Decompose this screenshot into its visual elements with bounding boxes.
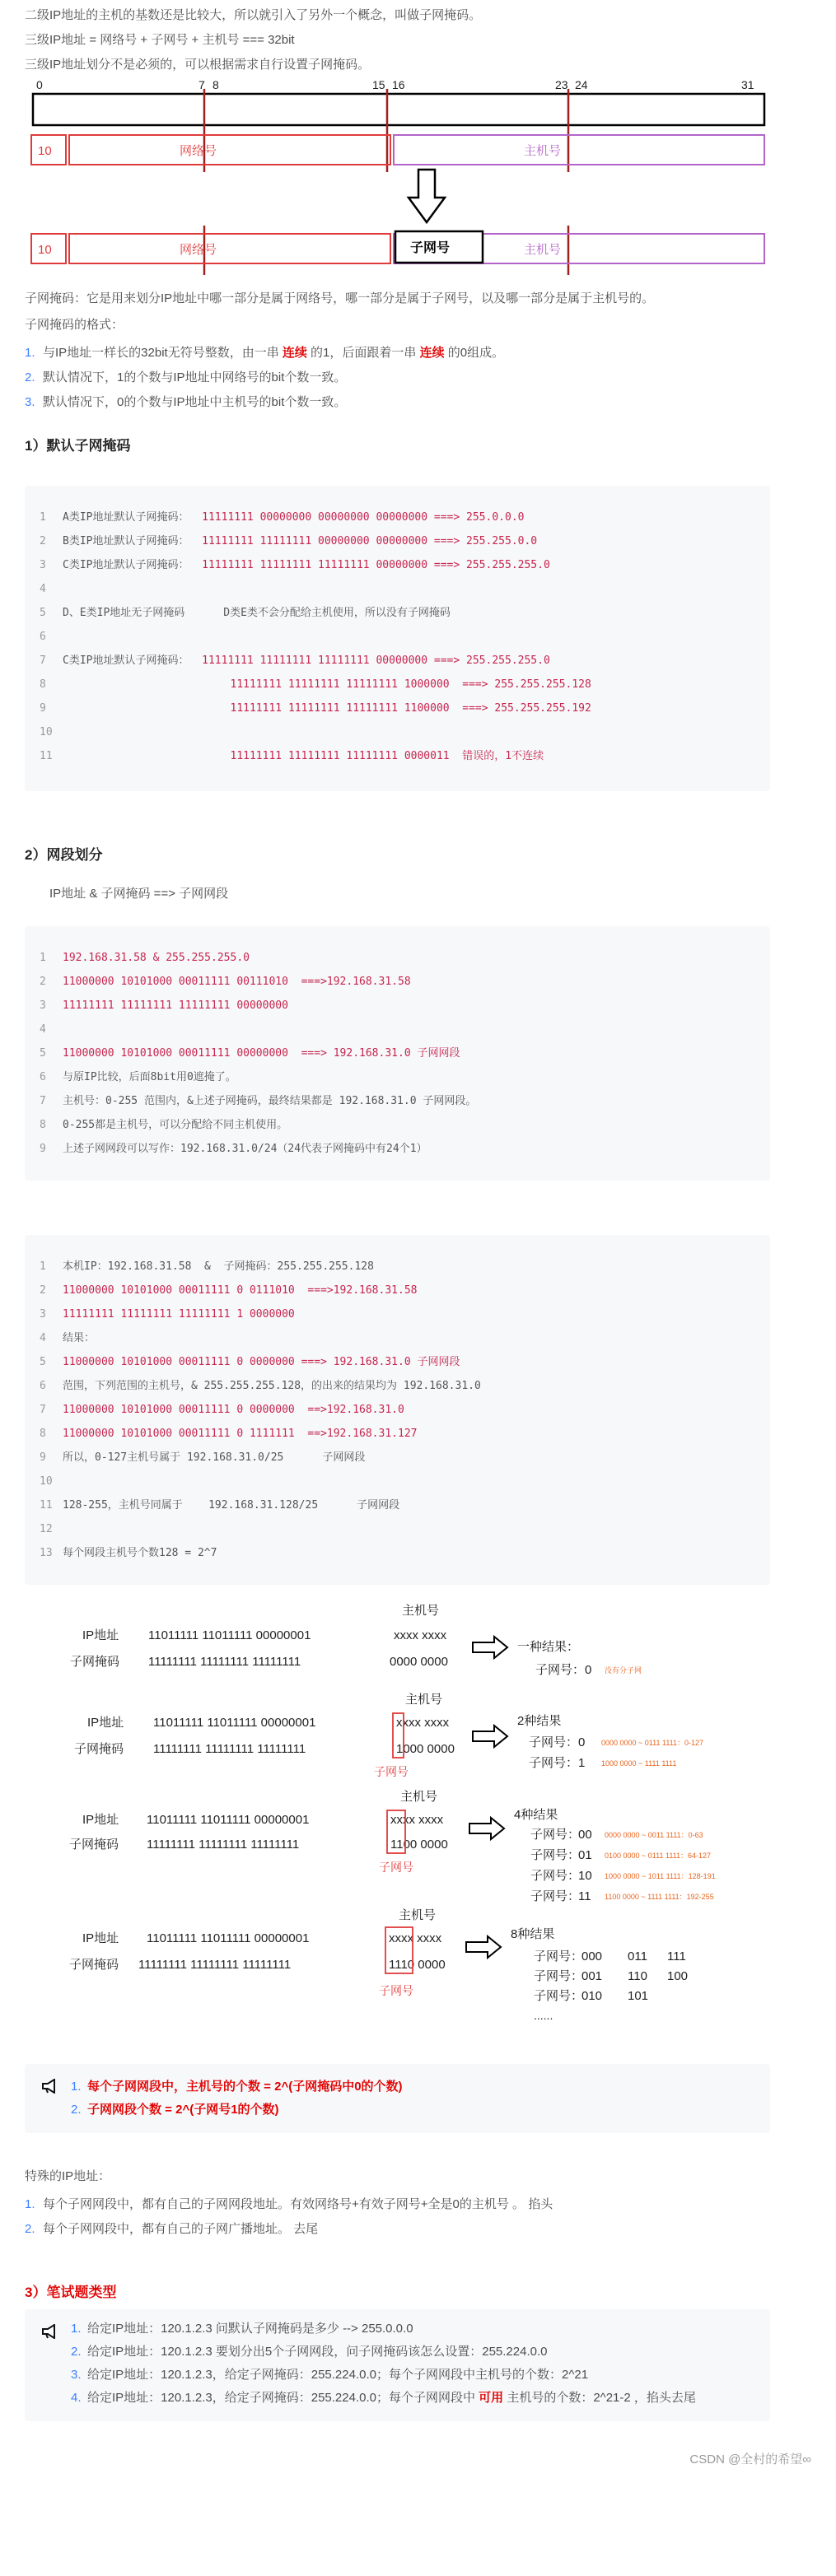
svg-text:11: 11	[578, 1889, 591, 1903]
special-ip-list	[25, 2192, 811, 2242]
svg-text:xxxx xxxx: xxxx xxxx	[390, 1813, 444, 1827]
mask-intro-p2: 子网掩码的格式：	[25, 318, 124, 332]
right-arrow-icon	[473, 1637, 507, 1658]
svg-text:子网号：: 子网号：	[534, 1949, 584, 1963]
tick-0: 0	[36, 78, 43, 91]
tick-8: 8	[213, 78, 219, 91]
figure-block-2	[74, 1693, 703, 1778]
svg-text:11111111 11111111 11111111: 11111111 11111111 11111111	[147, 1838, 300, 1852]
svg-text:0000 0000 ~ 0111 1111：0-127: 0000 0000 ~ 0111 1111：0-127	[601, 1739, 704, 1747]
bit-layout-diagram	[25, 77, 811, 283]
svg-text:主机号: 主机号	[402, 1604, 440, 1618]
svg-text:xxxx xxxx: xxxx xxxx	[396, 1716, 450, 1730]
svg-text:IP地址: IP地址	[82, 1628, 119, 1642]
code-block-subnet-24: 1 192.168.31.58 & 255.255.255.0 2 11000000 10101000 00011111 00111010 ===>192.168.31.58 3 11111111 11111111 11111111 00000000 4 5 11000000 10101000 00011111 00000000 ===> 192.168.31.0 子网网段 6 与原IP比较，后面8bit用0遮掩了。 7 主机号：0-255 范围内，&上述子网掩码，最终结果都是 192.168.31.0 子网网段。 8 0-255都是主机号，可以分配给不同主机使用。 9 上述子网网段可以写作：192.168.31.0/24（24代表子网掩码中有24个1）	[25, 926, 770, 1181]
section2-title: 2）网段划分	[25, 847, 103, 863]
row1-net-text: 网络号	[180, 144, 217, 158]
svg-text:1000 0000: 1000 0000	[396, 1742, 455, 1756]
mask-intro-p1: 子网掩码：它是用来划分IP地址中哪一部分是属于网络号，哪一部分是属于子网号，以及哪一部分是属于主机号的。	[25, 291, 655, 305]
svg-text:11011111 11011111 00000001: 11011111 11011111 00000001	[148, 1628, 311, 1642]
svg-text:子网掩码: 子网掩码	[69, 1958, 119, 1972]
list-item: 2. 给定IP地址：120.1.2.3 要划分出5个子网网段，问子网掩码该怎么设置：255.224.0.0	[71, 2345, 548, 2359]
svg-text:0: 0	[578, 1735, 586, 1749]
svg-text:0: 0	[585, 1663, 592, 1677]
tick-31: 31	[741, 78, 754, 91]
svg-text:001: 001	[581, 1969, 603, 1983]
svg-text:主机号: 主机号	[399, 1908, 437, 1922]
tick-7: 7	[198, 78, 205, 91]
intro-p2: 三级IP地址 = 网络号 + 子网号 + 主机号 === 32bit	[25, 33, 295, 47]
intro-p3: 三级IP地址划分不是必须的，可以根据需求自行设置子网掩码。	[25, 58, 371, 72]
svg-text:11111111 11111111 11111111: 11111111 11111111 11111111	[138, 1958, 292, 1972]
row2-host-text: 主机号	[524, 243, 562, 257]
svg-text:IP地址: IP地址	[82, 1813, 119, 1827]
row1-net-box	[69, 135, 390, 165]
megaphone-icon	[41, 2324, 59, 2343]
list-item: 3. 给定IP地址：120.1.2.3，给定子网掩码：255.224.0.0；每个子网网段中主机号的个数：2^21	[71, 2368, 589, 2382]
svg-text:0100 0000 ~ 0111 1111：64-127: 0100 0000 ~ 0111 1111：64-127	[605, 1852, 712, 1860]
svg-text:01: 01	[578, 1848, 592, 1862]
svg-text:子网号：: 子网号：	[534, 1989, 584, 2003]
svg-text:100: 100	[667, 1969, 689, 1983]
svg-text:8种结果: 8种结果	[511, 1927, 555, 1941]
tick-23: 23	[555, 78, 568, 91]
svg-text:110: 110	[628, 1969, 647, 1983]
intro-p1: 二级IP地址的主机的基数还是比较大，所以就引入了另外一个概念，叫做子网掩码。	[25, 8, 482, 22]
svg-text:xxxx xxxx: xxxx xxxx	[389, 1931, 442, 1945]
svg-text:主机号: 主机号	[405, 1693, 443, 1707]
figure-block-4	[69, 1908, 688, 2022]
svg-text:子网号: 子网号	[379, 1861, 413, 1874]
svg-text:4种结果: 4种结果	[514, 1808, 558, 1822]
bit-ticks	[36, 78, 754, 91]
svg-text:主机号: 主机号	[400, 1790, 438, 1804]
svg-text:11111111 11111111 11111111: 11111111 11111111 11111111	[148, 1655, 301, 1669]
down-arrow-icon	[409, 170, 445, 222]
section1-title: 1）默认子网掩码	[25, 438, 131, 454]
right-arrow-icon	[469, 1818, 504, 1839]
row1-class-text: 10	[38, 144, 52, 158]
svg-text:0000 0000: 0000 0000	[390, 1655, 448, 1669]
svg-text:xxxx xxxx: xxxx xxxx	[394, 1628, 447, 1642]
tick-16: 16	[392, 78, 405, 91]
svg-text:子网号：: 子网号：	[530, 1848, 581, 1862]
svg-text:1100 0000: 1100 0000	[390, 1838, 448, 1852]
section3-title: 3）笔试题类型	[25, 2285, 117, 2300]
svg-text:子网掩码: 子网掩码	[70, 1655, 120, 1669]
tick-15: 15	[372, 78, 385, 91]
list-item: 4. 给定IP地址：120.1.2.3，给定子网掩码：255.224.0.0；每个子网网段中 可用 主机号的个数：2^21-2 ，掐头去尾	[71, 2391, 696, 2405]
tip-list	[41, 2075, 754, 2122]
right-arrow-icon	[473, 1726, 507, 1747]
svg-text:000: 000	[581, 1949, 603, 1963]
svg-text:1: 1	[578, 1756, 586, 1770]
csdn-watermark: CSDN @全村的希望∞	[689, 2453, 811, 2467]
svg-text:010: 010	[581, 1989, 603, 2003]
svg-text:子网掩码: 子网掩码	[69, 1838, 119, 1852]
list-item: 2. 每个子网网段中，都有自己的子网广播地址。 去尾	[25, 2222, 319, 2236]
exam-list	[41, 2317, 754, 2410]
svg-text:一种结果：: 一种结果：	[517, 1640, 580, 1654]
svg-text:子网号：: 子网号：	[534, 1969, 584, 1983]
row2-class-text: 10	[38, 243, 52, 257]
code-block-subnet-25: 1 本机IP：192.168.31.58 & 子网掩码：255.255.255.128 2 11000000 10101000 00011111 0 0111010 ===>192.168.31.58 3 11111111 11111111 11111111 1 0000000 4 结果： 5 11000000 10101000 00011111 0 0000000 ===> 192.168.31.0 子网网段 6 范围，下列范围的主机号，& 255.255.255.128，的出来的结果均为 192.168.31.0 7 11000000 10101000 00011111 0 0000000 ==>192.168.31.0 8 11000000 10101000 00011111 0 1111111 ==>192.168.31.127 9 所以，0-127主机号属于 192.168.31.0/25 子网网段 10 11 128-255，主机号同属于 192.168.31.128/25 子网网段 12 13 每个网段主机号个数128 = 2^7	[25, 1235, 770, 1585]
tip-box-exam	[25, 2309, 770, 2421]
svg-text:111: 111	[667, 1949, 686, 1963]
list-item: 2. 子网网段个数 = 2^(子网号1的个数)	[71, 2103, 279, 2117]
svg-text:11011111 11011111 00000001: 11011111 11011111 00000001	[153, 1716, 316, 1730]
subnet-figure	[25, 1596, 811, 2057]
svg-text:1110 0000: 1110 0000	[389, 1958, 446, 1972]
row2-subnet-text: 子网号	[410, 241, 451, 255]
svg-text:11111111 11111111 11111111: 11111111 11111111 11111111	[153, 1742, 306, 1756]
row2-net-box	[69, 234, 390, 263]
svg-text:子网号：: 子网号：	[535, 1663, 586, 1677]
list-item: 1. 与IP地址一样长的32bit无符号整数，由一串 连续 的1，后面跟着一串 连续 的0组成。	[25, 346, 505, 360]
svg-text:子网掩码: 子网掩码	[74, 1742, 124, 1756]
svg-text:101: 101	[628, 1989, 649, 2003]
svg-text:11011111 11011111 00000001: 11011111 11011111 00000001	[147, 1931, 310, 1945]
svg-text:1100 0000 ~ 1111 1111：192-255: 1100 0000 ~ 1111 1111：192-255	[605, 1893, 714, 1901]
svg-text:IP地址: IP地址	[82, 1931, 119, 1945]
list-item: 1. 每个子网网段中，都有自己的子网网段地址。有效网络号+有效子网号+全是0的主机号 。 掐头	[25, 2197, 553, 2211]
bits-bar	[33, 94, 764, 125]
svg-text:10: 10	[578, 1869, 592, 1883]
svg-text:11011111 11011111 00000001: 11011111 11011111 00000001	[147, 1813, 310, 1827]
figure-block-3	[69, 1790, 716, 1903]
list-item: 1. 给定IP地址：120.1.2.3 问默认子网掩码是多少 --> 255.0.0.0	[71, 2322, 413, 2336]
special-ip-title: 特殊的IP地址：	[25, 2169, 111, 2183]
svg-text:子网号：: 子网号：	[529, 1735, 579, 1749]
row2-net-text: 网络号	[180, 243, 217, 257]
svg-text:0000 0000 ~ 0011 1111：0-63: 0000 0000 ~ 0011 1111：0-63	[605, 1831, 703, 1839]
svg-text:......: ......	[534, 2009, 553, 2022]
row1-host-text: 主机号	[524, 144, 562, 158]
list-item: 3. 默认情况下，0的个数与IP地址中主机号的bit个数一致。	[25, 395, 347, 409]
megaphone-icon	[41, 2079, 59, 2098]
code-block-default-mask: 1 A类IP地址默认子网掩码： 11111111 00000000 00000000 00000000 ===> 255.0.0.0 2 B类IP地址默认子网掩码： 11111111 11111111 00000000 00000000 ===> 255.255.0.0 3 C类IP地址默认子网掩码： 11111111 11111111 11111111 00000000 ===> 255.255.255.0 4 5 D、E类IP地址无子网掩码 D类E类不会分配给主机使用，所以没有子网掩码 6 7 C类IP地址默认子网掩码： 11111111 11111111 11111111 00000000 ===> 255.255.255.0 8 11111111 11111111 11111111 1000000 ===> 255.255.255.128 9 11111111 11111111 11111111 1100000 ===> 255.255.255.192 10 11 11111111 11111111 11111111 0000011 错误的，1不连续	[25, 486, 770, 791]
svg-text:011: 011	[628, 1949, 647, 1963]
svg-text:1000 0000 ~ 1111 1111: 1000 0000 ~ 1111 1111	[601, 1759, 677, 1768]
tick-24: 24	[575, 78, 588, 91]
figure-block-1	[70, 1604, 642, 1677]
svg-text:2种结果: 2种结果	[517, 1714, 562, 1728]
tip-box-formulas	[25, 2064, 770, 2133]
list-item: 1. 每个子网网段中，主机号的个数 = 2^(子网掩码中0的个数)	[71, 2080, 403, 2094]
svg-text:子网号：: 子网号：	[529, 1756, 579, 1770]
section2-sub: IP地址 & 子网掩码 ==> 子网网段	[49, 887, 229, 901]
svg-text:子网号：: 子网号：	[530, 1869, 581, 1883]
mask-format-list	[25, 341, 811, 415]
svg-text:00: 00	[578, 1828, 592, 1842]
svg-text:子网号：: 子网号：	[530, 1889, 581, 1903]
svg-text:IP地址: IP地址	[87, 1716, 124, 1730]
row1-host-box	[394, 135, 764, 165]
list-item: 2. 默认情况下，1的个数与IP地址中网络号的bit个数一致。	[25, 370, 347, 384]
svg-text:子网号: 子网号	[374, 1765, 409, 1778]
right-arrow-icon	[466, 1936, 501, 1958]
svg-text:1000 0000 ~ 1011 1111：128-191: 1000 0000 ~ 1011 1111：128-191	[605, 1872, 716, 1880]
svg-text:子网号：: 子网号：	[530, 1828, 581, 1842]
svg-text:子网号: 子网号	[379, 1984, 413, 1997]
svg-text:没有分子网: 没有分子网	[605, 1666, 642, 1675]
